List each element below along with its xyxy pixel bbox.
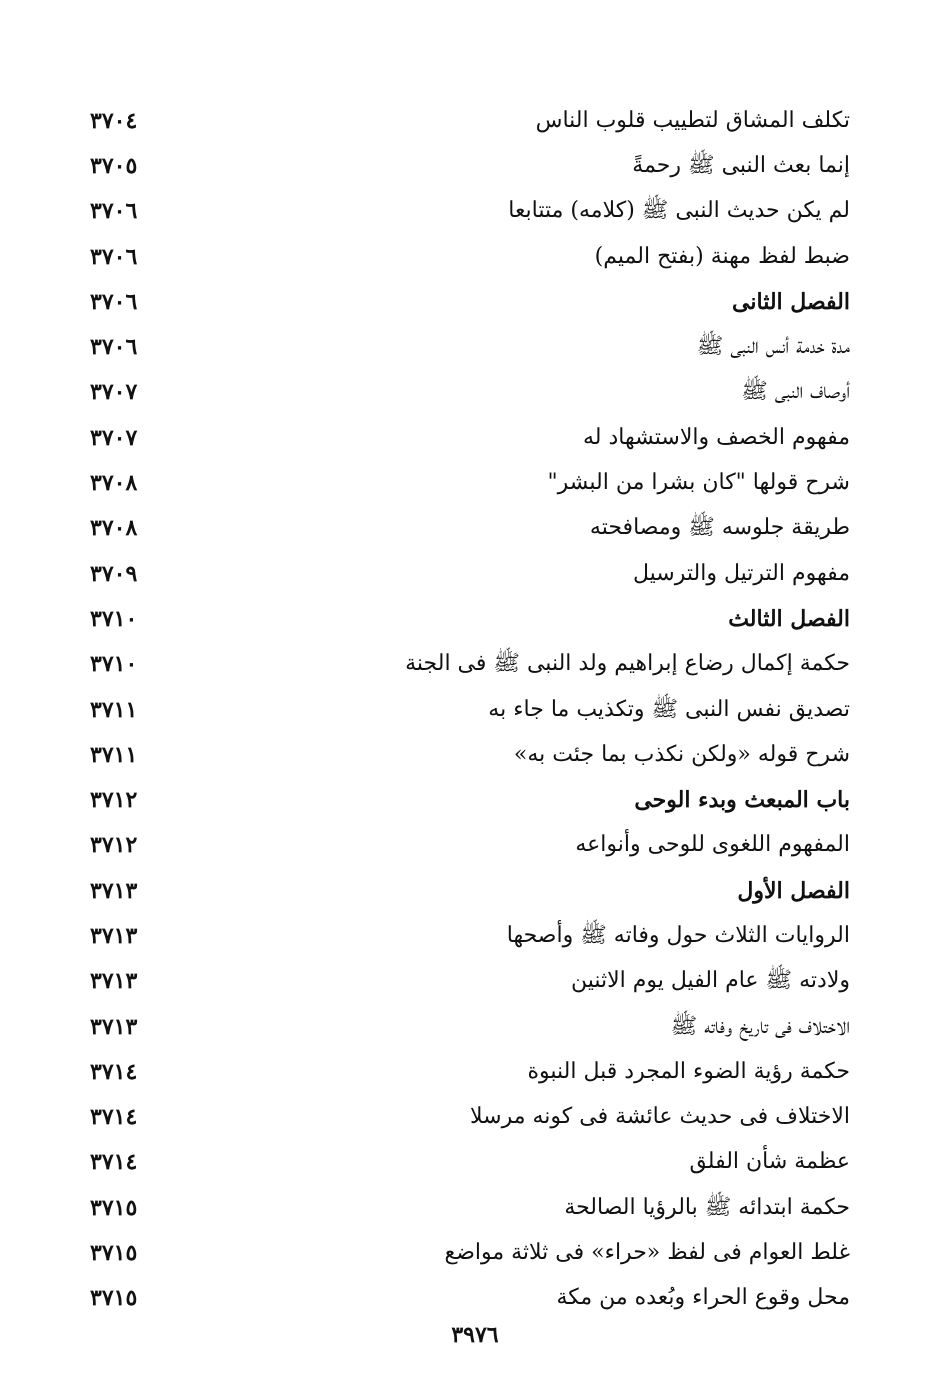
entry-title: غلط العوام فى لفظ «حراء» فى ثلاثة مواضع [444, 1240, 850, 1266]
entry-title: مفهوم الترتيل والترسيل [633, 560, 850, 586]
entry-page-number: ٣٧١١ [90, 741, 138, 768]
entry-title: تصديق نفس النبى ﷺ وتكذيب ما جاء به [488, 696, 850, 722]
entry-title: ضبط لفظ مهنة (بفتح الميم) [594, 243, 850, 269]
entry-page-number: ٣٧١٢ [90, 787, 138, 814]
entry-title: الاختلاف فى تاريخ وفاته ﷺ [670, 1013, 850, 1039]
toc-row [90, 506, 850, 551]
toc-row [90, 1095, 850, 1140]
entry-page-number: ٣٧٠٦ [90, 198, 138, 225]
toc-row [90, 551, 850, 596]
section-heading: الفصل الثالث [728, 605, 850, 632]
entry-title: الروايات الثلاث حول وفاته ﷺ وأصحها [506, 922, 850, 948]
entry-title: عظمة شأن الفلق [689, 1149, 850, 1175]
toc-row [90, 1185, 850, 1230]
entry-page-number: ٣٧١١ [90, 696, 138, 723]
entry-title: أوصاف النبى ﷺ [741, 379, 850, 405]
toc-row [90, 98, 850, 143]
entry-title: شرح قولها "كان بشرا من البشر" [547, 470, 850, 496]
entry-page-number: ٣٧٠٩ [90, 560, 138, 587]
toc-row [90, 1049, 850, 1094]
entry-page-number: ٣٧١٢ [90, 832, 138, 859]
section-heading: الفصل الأول [737, 877, 850, 904]
entry-page-number: ٣٧١٤ [90, 1058, 138, 1085]
entry-page-number: ٣٧٠٦ [90, 288, 138, 315]
toc-row [90, 143, 850, 188]
toc-row [90, 868, 850, 913]
toc-row [90, 959, 850, 1004]
table-of-contents [90, 98, 850, 1321]
entry-page-number: ٣٧١٥ [90, 1194, 138, 1221]
entry-page-number: ٣٧١٣ [90, 1013, 138, 1040]
toc-row [90, 913, 850, 958]
entry-page-number: ٣٧٠٧ [90, 379, 138, 406]
entry-page-number: ٣٧١٠ [90, 605, 138, 632]
page-number: ٣٩٧٦ [451, 1322, 499, 1348]
entry-title: محل وقوع الحراء وبُعده من مكة [556, 1285, 850, 1311]
entry-page-number: ٣٧١٤ [90, 1149, 138, 1176]
entry-title: مفهوم الخصف والاستشهاد له [582, 424, 850, 450]
toc-row [90, 234, 850, 279]
entry-page-number: ٣٧٠٦ [90, 334, 138, 361]
entry-title: حكمة ابتدائه ﷺ بالرؤيا الصالحة [564, 1194, 850, 1220]
entry-title: الاختلاف فى حديث عائشة فى كونه مرسلا [470, 1104, 850, 1130]
toc-row [90, 1140, 850, 1185]
entry-page-number: ٣٧٠٦ [90, 243, 138, 270]
toc-row [90, 596, 850, 641]
entry-page-number: ٣٧١٣ [90, 968, 138, 995]
entry-title: إنما بعث النبى ﷺ رحمةً [632, 152, 850, 178]
toc-row [90, 777, 850, 822]
entry-page-number: ٣٧١٥ [90, 1285, 138, 1312]
toc-row [90, 1004, 850, 1049]
entry-title: لم يكن حديث النبى ﷺ (كلامه) متتابعا [508, 198, 850, 224]
entry-title: المفهوم اللغوى للوحى وأنواعه [575, 832, 850, 858]
entry-page-number: ٣٧١٣ [90, 922, 138, 949]
entry-page-number: ٣٧٠٨ [90, 470, 138, 497]
toc-row [90, 823, 850, 868]
toc-row [90, 279, 850, 324]
toc-row [90, 642, 850, 687]
entry-title: ولادته ﷺ عام الفيل يوم الاثنين [570, 968, 850, 994]
entry-page-number: ٣٧٠٨ [90, 515, 138, 542]
entry-page-number: ٣٧١٣ [90, 877, 138, 904]
entry-page-number: ٣٧٠٤ [90, 107, 138, 134]
toc-row [90, 415, 850, 460]
entry-page-number: ٣٧١٥ [90, 1240, 138, 1267]
entry-title: حكمة رؤية الضوء المجرد قبل النبوة [527, 1058, 850, 1084]
toc-row [90, 189, 850, 234]
toc-row [90, 1230, 850, 1275]
entry-page-number: ٣٧٠٧ [90, 424, 138, 451]
entry-page-number: ٣٧١٠ [90, 651, 138, 678]
entry-page-number: ٣٧١٤ [90, 1104, 138, 1131]
toc-row [90, 1276, 850, 1321]
entry-title: طريقة جلوسه ﷺ ومصافحته [589, 515, 850, 541]
section-heading: الفصل الثانى [732, 288, 850, 315]
toc-row [90, 460, 850, 505]
section-heading: باب المبعث وبدء الوحى [634, 787, 850, 814]
entry-title: تكلف المشاق لتطييب قلوب الناس [535, 107, 850, 133]
entry-page-number: ٣٧٠٥ [90, 152, 138, 179]
toc-row [90, 324, 850, 369]
entry-title: شرح قوله «ولكن نكذب بما جئت به» [513, 741, 850, 767]
entry-title: حكمة إكمال رضاع إبراهيم ولد النبى ﷺ فى الجنة [405, 651, 850, 677]
toc-row [90, 687, 850, 732]
entry-title: مدة خدمة أنس النبى ﷺ [696, 334, 850, 360]
toc-row [90, 370, 850, 415]
toc-row [90, 732, 850, 777]
